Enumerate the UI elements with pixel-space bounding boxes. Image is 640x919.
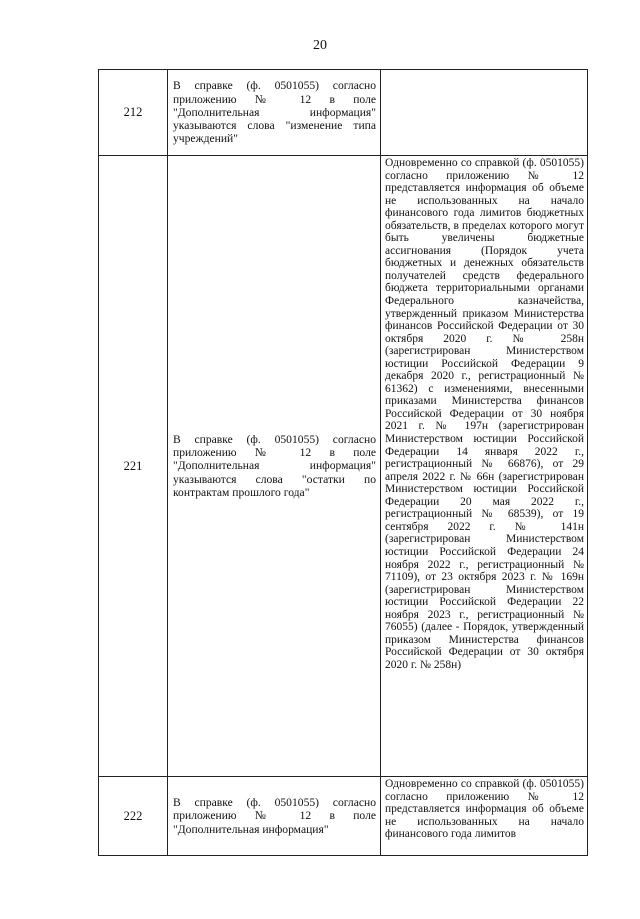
row-description: В справке (ф. 0501055) согласно приложению № 12 в поле "Дополнительная информация" указываются слова "остатки по контрактам прошлого года" — [168, 156, 381, 777]
row-note-text: Одновременно со справкой (ф. 0501055) согласно приложению № 12 представляется информация об объеме не использованных на начало финансового года лимитов — [385, 778, 584, 841]
row-code: 222 — [99, 777, 168, 856]
row-note: Одновременно со справкой (ф. 0501055) согласно приложению № 12 представляется информация об объеме не использованных на начало финансового года лимитов бюджетных обязательств, в пределах которого могут быть увеличены бюджетные ассигнования (Порядок учета бюджетных и денежных обязательств получателей средств федерального бюджета территориальными органами Федерального казначейства, утвержденный приказом Министерства финансов Российской Федерации от 30 октября 2020 г. № 258н (зарегистрирован Министерством юстиции Российской Федерации 9 декабря 2020 г., регистрационный № 61362) с изменениями, внесенными приказами Министерства финансов Российской Федерации от 30 ноября 2021 г. № 197н (зарегистрирован Министерством юстиции Российской Федерации 14 января 2022 г., регистрационный № 66876), от 29 апреля 2022 г. № 66н (зарегистрирован Министерством юстиции Российской Федерации 20 мая 2022 г., регистрационный № 68539), от 19 сентября 2022 г. № 141н (зарегистрирован Министерством юстиции Российской Федерации 24 ноября 2022 г., регистрационный № 71109), от 23 октября 2023 г. № 169н (зарегистрирован Министерством юстиции Российской Федерации 22 ноября 2023 г., регистрационный № 76055) (далее - Порядок, утвержденный приказом Министерства финансов Российской Федерации от 30 октября 2020 г. № 258н) — [381, 156, 588, 777]
row-note — [381, 777, 588, 856]
row-note — [381, 70, 588, 156]
page-number: 20 — [313, 38, 327, 53]
row-description — [168, 777, 381, 856]
table-row — [99, 70, 588, 156]
table-row — [99, 156, 588, 777]
row-code: 212 — [99, 70, 168, 156]
codes-table — [98, 69, 588, 856]
table-row — [99, 777, 588, 856]
row-description: В справке (ф. 0501055) согласно приложению № 12 в поле "Дополнительная информация" указываются слова "изменение типа учреждений" — [168, 70, 381, 156]
row-code: 221 — [99, 156, 168, 777]
row-description-text: В справке (ф. 0501055) согласно приложению № 12 в поле "Дополнительная информация" — [173, 796, 376, 836]
